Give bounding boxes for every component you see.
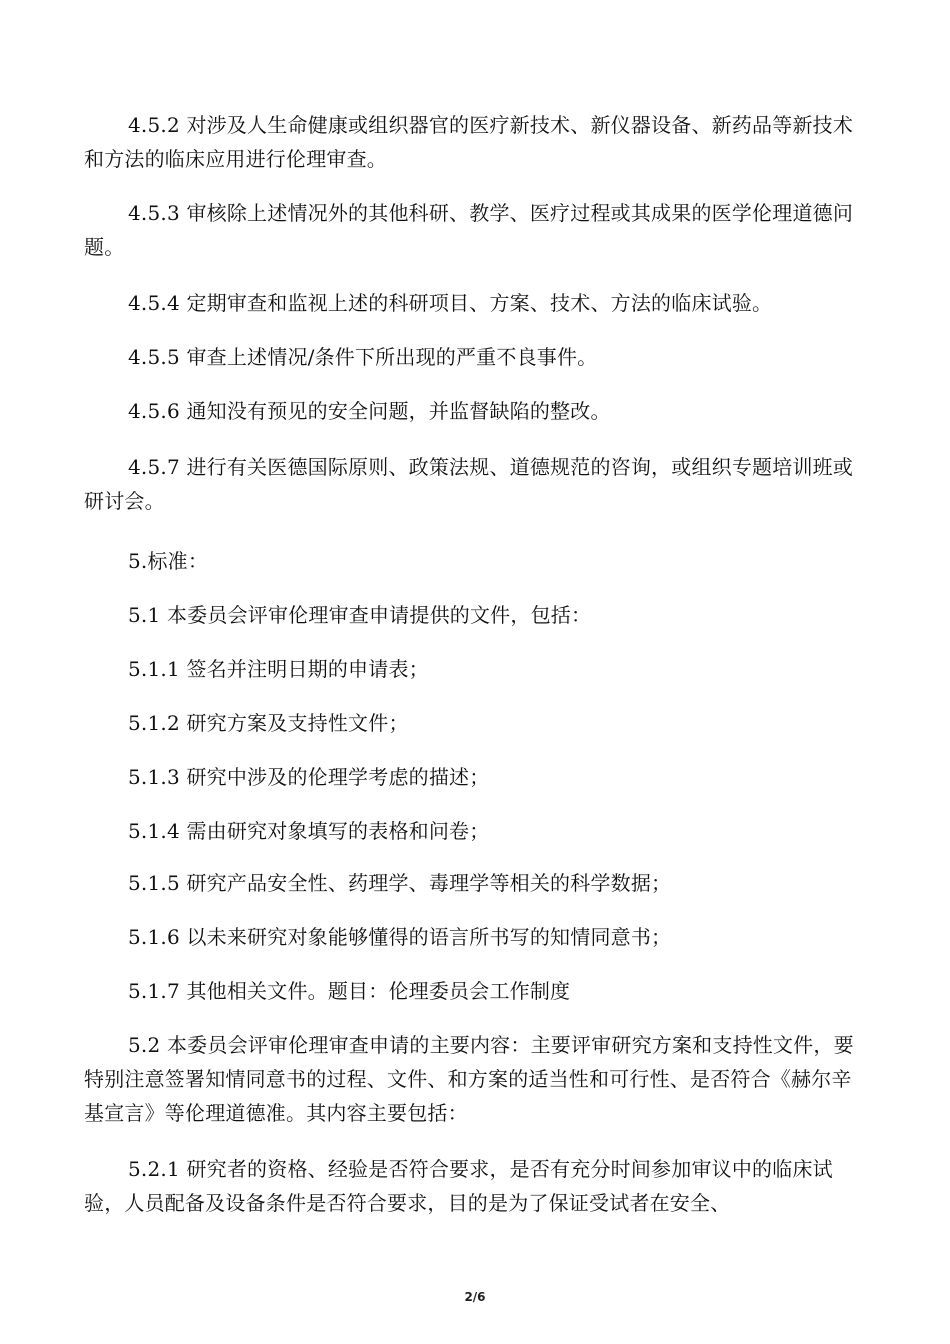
paragraph-5-1-3: 5.1.3 研究中涉及的伦理学考虑的描述；	[128, 765, 490, 789]
paragraph-4-5-3: 4.5.3 审核除上述情况外的其他科研、教学、医疗过程或其成果的医学伦理道德问题。	[84, 201, 854, 259]
paragraph-4-5-6: 4.5.6 通知没有预见的安全问题，并监督缺陷的整改。	[128, 399, 611, 423]
heading-5-standard: 5.标准：	[128, 549, 209, 573]
paragraph-5-1-7: 5.1.7 其他相关文件。题目：伦理委员会工作制度	[128, 979, 571, 1003]
paragraph-4-5-4: 4.5.4 定期审查和监视上述的科研项目、方案、技术、方法的临床试验。	[128, 291, 773, 315]
paragraph-4-5-5: 4.5.5 审查上述情况/条件下所出现的严重不良事件。	[128, 345, 598, 369]
paragraph-5-1-4: 5.1.4 需由研究对象填写的表格和问卷；	[128, 819, 490, 843]
paragraph-5-1-5: 5.1.5 研究产品安全性、药理学、毒理学等相关的科学数据；	[128, 871, 672, 895]
paragraph-4-5-7: 4.5.7 进行有关医德国际原则、政策法规、道德规范的咨询，或组织专题培训班或研讨会。	[84, 455, 854, 513]
paragraph-5-1-2: 5.1.2 研究方案及支持性文件；	[128, 711, 409, 735]
paragraph-5-2: 5.2 本委员会评审伦理审查申请的主要内容：主要评审研究方案和支持性文件，要特别注意签署知情同意书的过程、文件、和方案的适当性和可行性、是否符合《赫尔辛基宣言》等伦理道德准。其内容主要包括：	[84, 1033, 854, 1125]
page-number: 2/6	[464, 1290, 486, 1304]
paragraph-5-1-6: 5.1.6 以未来研究对象能够懂得的语言所书写的知情同意书；	[128, 925, 672, 949]
paragraph-5-1: 5.1 本委员会评审伦理审查申请提供的文件，包括：	[128, 603, 592, 627]
paragraph-5-1-1: 5.1.1 签名并注明日期的申请表；	[128, 657, 429, 681]
paragraph-5-2-1: 5.2.1 研究者的资格、经验是否符合要求，是否有充分时间参加审议中的临床试验，人员配备及设备条件是否符合要求，目的是为了保证受试者在安全、	[84, 1157, 833, 1215]
paragraph-4-5-2: 4.5.2 对涉及人生命健康或组织器官的医疗新技术、新仪器设备、新药品等新技术和方法的临床应用进行伦理审查。	[84, 113, 854, 171]
